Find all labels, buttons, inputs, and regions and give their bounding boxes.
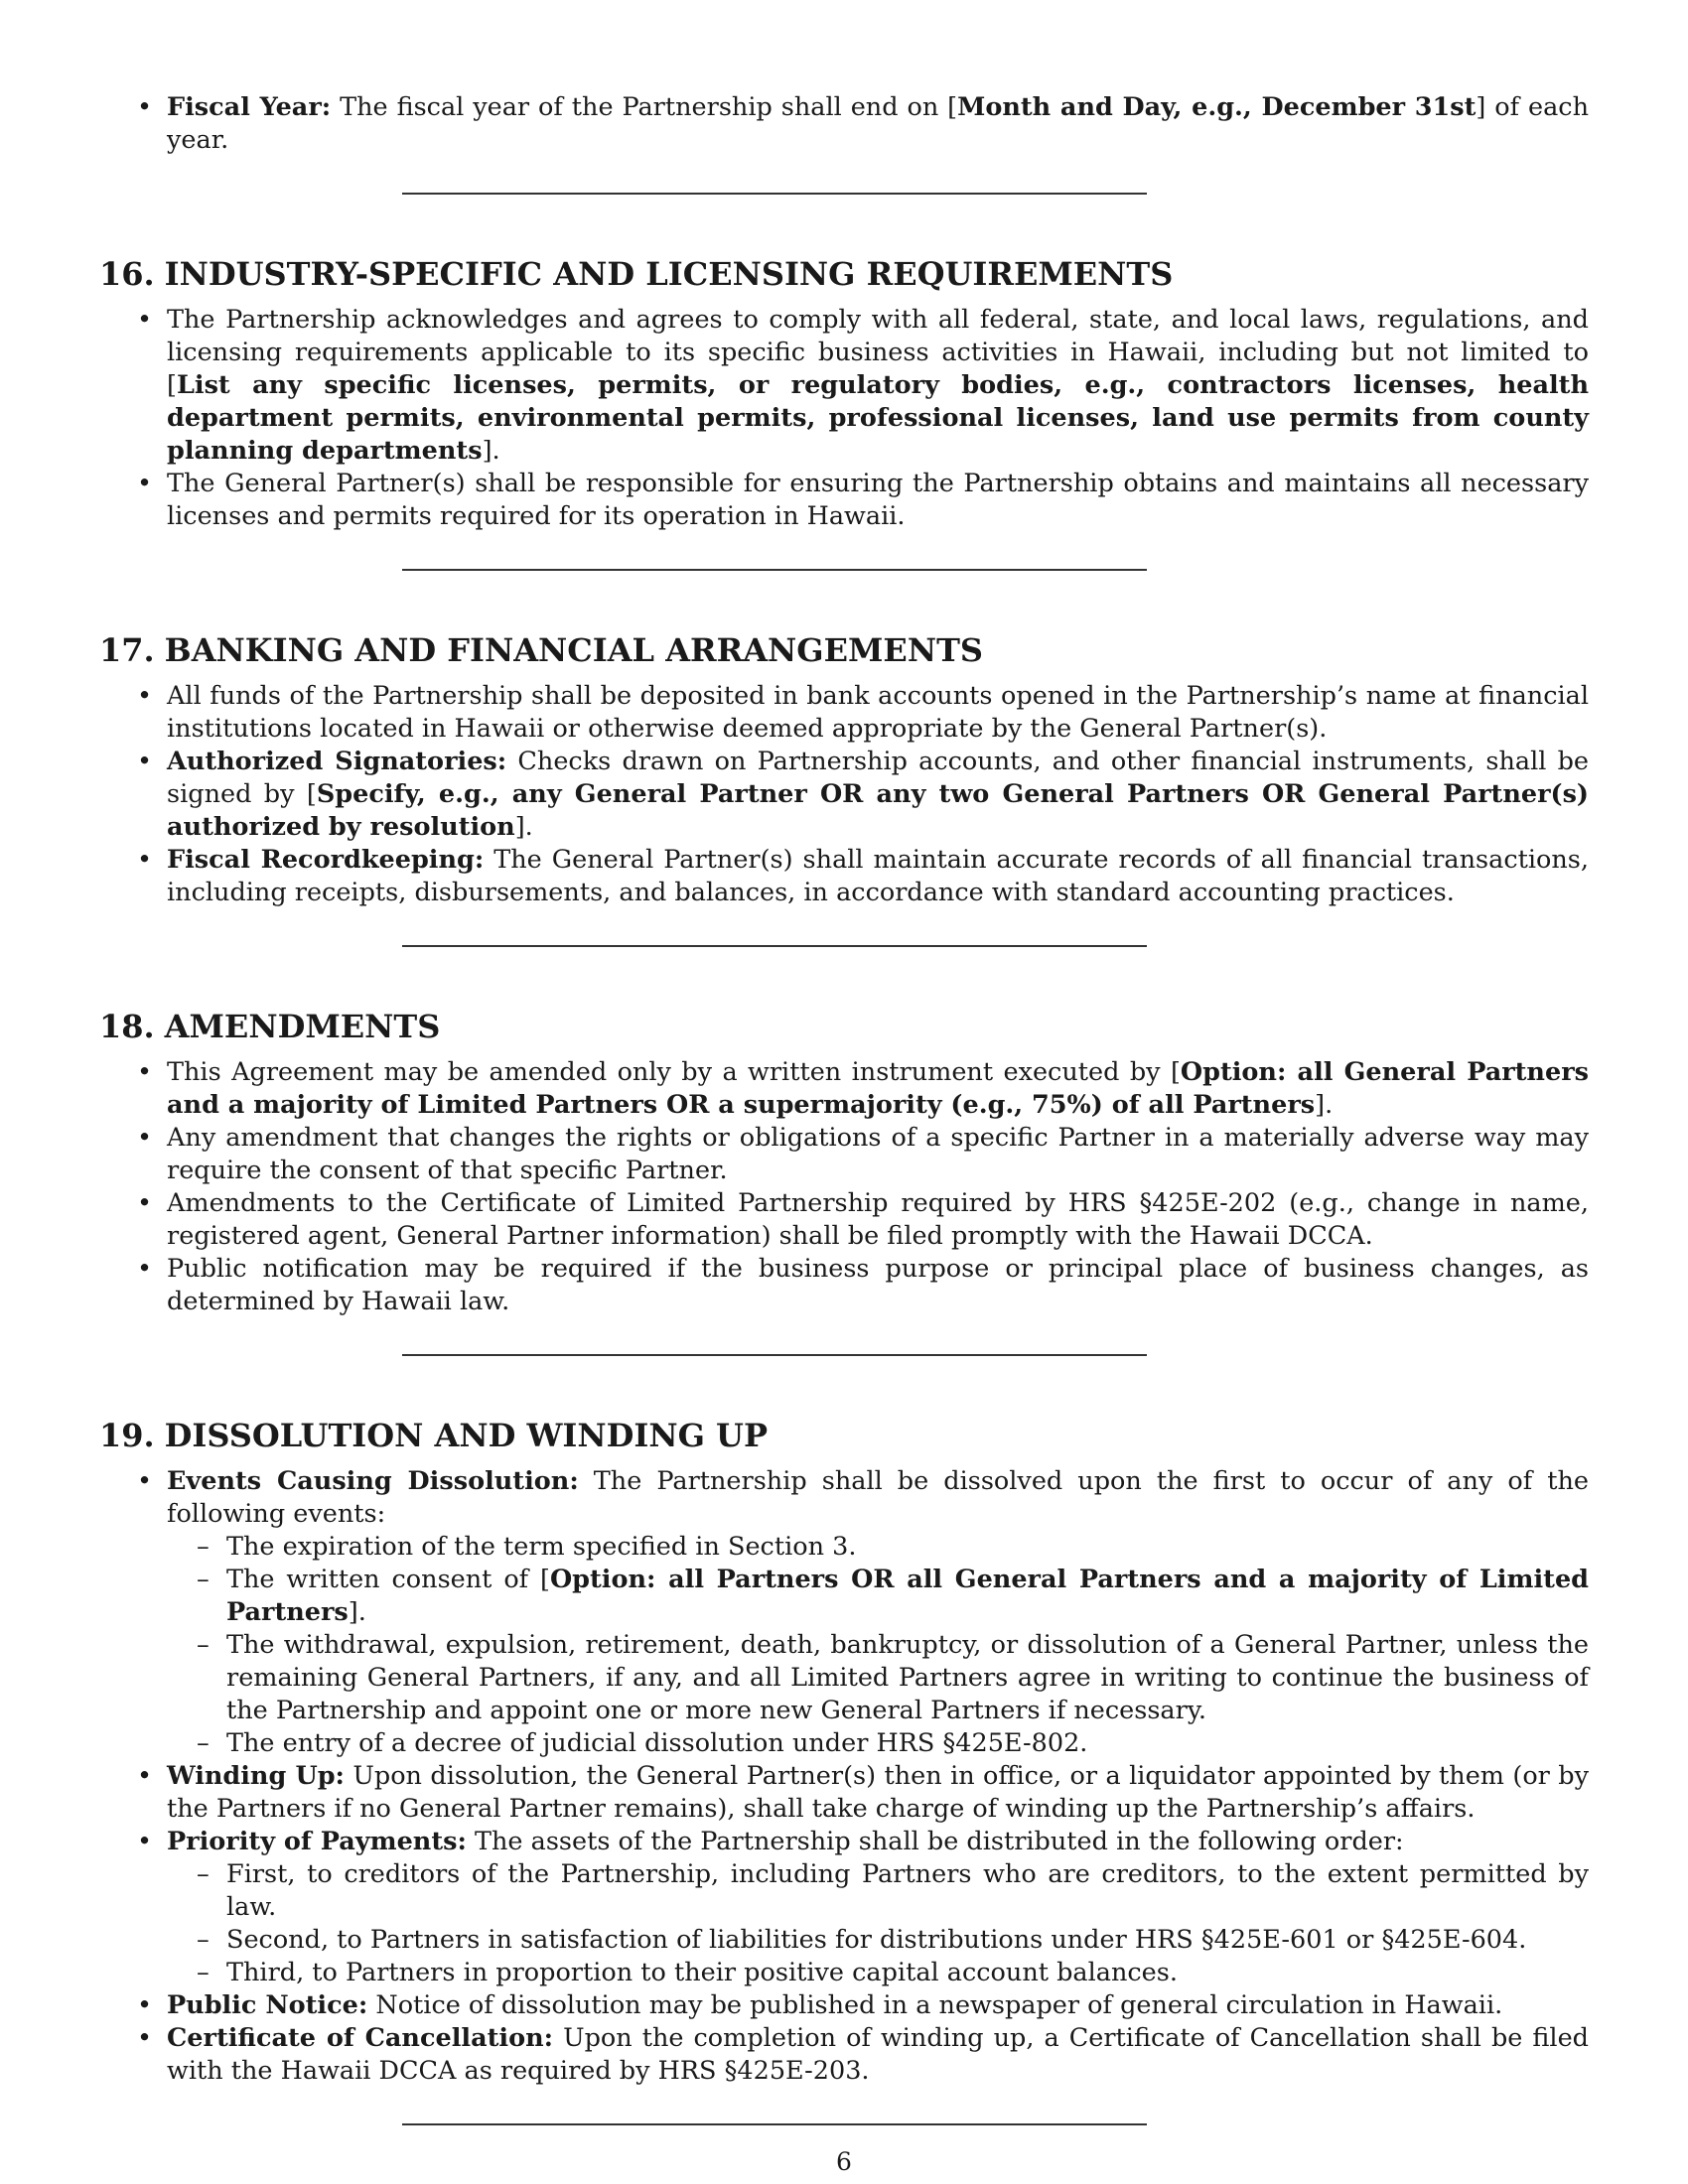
section-16-list [99, 304, 1589, 533]
list-item [99, 1989, 1589, 2022]
item-label: Fiscal Recordkeeping: [167, 845, 485, 875]
section-18-heading [99, 1007, 1589, 1046]
fiscal-year-text: The fiscal year of the Partnership shall end on [ [340, 92, 958, 122]
item-text: Second, to Partners in satisfaction of liabilities for distributions under HRS §425E-601 or §425E-604. [226, 1925, 1527, 1955]
sub-list-item [167, 1957, 1589, 1989]
section-divider [402, 945, 1147, 947]
list-item [99, 1760, 1589, 1826]
item-text: The written consent of [ [226, 1565, 550, 1594]
list-item [99, 844, 1589, 909]
fiscal-year-label: Fiscal Year: [167, 92, 332, 122]
section-divider [402, 193, 1147, 195]
section-17-heading [99, 630, 1589, 670]
section-17-list [99, 680, 1589, 909]
page-number: 6 [836, 2147, 852, 2176]
fiscal-year-text-end: ] of each year. [167, 92, 1589, 155]
item-text: All funds of the Partnership shall be deposited in bank accounts opened in the Partnership’s name at financial institutions located in Hawaii or otherwise deemed appropriate by the General Partner(s). [167, 681, 1589, 744]
section-divider [402, 2123, 1147, 2125]
section-16-heading [99, 254, 1589, 294]
section-19-number: 19. [99, 1417, 155, 1454]
item-placeholder: Specify, e.g., any General Partner OR any two General Partners OR General Partner(s) authorized by resolution [167, 779, 1589, 842]
item-label: Priority of Payments: [167, 1827, 467, 1856]
list-item [99, 1465, 1589, 1760]
section-17-number: 17. [99, 631, 155, 669]
sub-list-item [167, 1924, 1589, 1957]
list-item [99, 304, 1589, 468]
section-18-list [99, 1056, 1589, 1318]
list-item [99, 1056, 1589, 1122]
section-19-title: DISSOLUTION AND WINDING UP [164, 1417, 769, 1454]
list-item [99, 2022, 1589, 2088]
item-label: Authorized Signatories: [167, 747, 507, 776]
item-label: Certificate of Cancellation: [167, 2023, 554, 2053]
item-text: Public notification may be required if the business purpose or principal place of business changes, as determined by Hawaii law. [167, 1254, 1589, 1316]
item-text-end: ]. [1315, 1090, 1334, 1120]
section-18-number: 18. [99, 1008, 155, 1045]
list-item [99, 1826, 1589, 1989]
fiscal-year-item [99, 91, 1589, 157]
item-text-end: ]. [482, 436, 500, 466]
item-text: Checks drawn on Partnership accounts, and other financial instruments, shall be signed by [ [167, 747, 1590, 809]
item-text: Third, to Partners in proportion to their positive capital account balances. [226, 1958, 1178, 1987]
item-label: Public Notice: [167, 1990, 368, 2020]
item-text: This Agreement may be amended only by a written instrument executed by [ [167, 1057, 1181, 1087]
section-19-list [99, 1465, 1589, 2088]
item-text: The General Partner(s) shall be responsible for ensuring the Partnership obtains and maintains all necessary licenses and permits required for its operation in Hawaii. [167, 469, 1589, 531]
section-17-title: BANKING AND FINANCIAL ARRANGEMENTS [164, 631, 983, 669]
item-placeholder: List any specific licenses, permits, or regulatory bodies, e.g., contractors licenses, health department permits, environmental permits, professional licenses, land use permits from county planning departments [167, 370, 1589, 466]
sub-list-item [167, 1629, 1589, 1727]
sub-list-item [167, 1858, 1589, 1924]
item-text: The withdrawal, expulsion, retirement, death, bankruptcy, or dissolution of a General Partner, unless the remaining General Partners, if any, and all Limited Partners agree in writing to continue the business of the Partnership and appoint one or more new General Partners if necessary. [226, 1630, 1589, 1725]
item-placeholder: Option: all Partners OR all General Partners and a majority of Limited Partners [226, 1565, 1589, 1627]
item-text: First, to creditors of the Partnership, including Partners who are creditors, to the extent permitted by law. [226, 1859, 1589, 1922]
item-text: The General Partner(s) shall maintain accurate records of all financial transactions, including receipts, disbursements, and balances, in accordance with standard accounting practices. [167, 845, 1589, 907]
list-item [99, 746, 1589, 844]
item-text: Amendments to the Certificate of Limited Partnership required by HRS §425E-202 (e.g., change in name, registered agent, General Partner information) shall be filed promptly with the Hawaii DCCA. [167, 1188, 1589, 1251]
item-text-end: ]. [514, 812, 533, 842]
list-item [99, 1122, 1589, 1187]
section-16-number: 16. [99, 255, 155, 293]
payment-priority-list [167, 1858, 1589, 1989]
item-text: The Partnership acknowledges and agrees to comply with all federal, state, and local laws, regulations, and licensing requirements applicable to its specific business activities in Hawaii, including but not limited to [ [167, 305, 1589, 400]
item-placeholder: Option: all General Partners and a majority of Limited Partners OR a supermajority (e.g., 75%) of all Partners [167, 1057, 1589, 1120]
item-text: Upon the completion of winding up, a Certificate of Cancellation shall be filed with the Hawaii DCCA as required by HRS §425E-203. [167, 2023, 1589, 2086]
item-text: The Partnership shall be dissolved upon the first to occur of any of the following events: [167, 1466, 1589, 1529]
section-19-heading [99, 1416, 1589, 1455]
section-divider [402, 569, 1147, 571]
item-text: The expiration of the term specified in Section 3. [226, 1532, 857, 1562]
item-text: The entry of a decree of judicial dissolution under HRS §425E-802. [226, 1728, 1088, 1758]
section-16-title: INDUSTRY-SPECIFIC AND LICENSING REQUIREMENTS [164, 255, 1174, 293]
section-18-title: AMENDMENTS [164, 1008, 441, 1045]
sub-list-item [167, 1531, 1589, 1564]
item-label: Events Causing Dissolution: [167, 1466, 579, 1496]
list-item [99, 1253, 1589, 1318]
list-item [99, 468, 1589, 533]
fiscal-year-placeholder: Month and Day, e.g., December 31st [957, 92, 1477, 122]
dissolution-events-list [167, 1531, 1589, 1760]
fiscal-year-list [99, 91, 1589, 157]
item-text: Notice of dissolution may be published in a newspaper of general circulation in Hawaii. [375, 1990, 1503, 2020]
item-text: Any amendment that changes the rights or obligations of a specific Partner in a materially adverse way may require the consent of that specific Partner. [167, 1123, 1589, 1185]
item-text: The assets of the Partnership shall be distributed in the following order: [475, 1827, 1404, 1856]
list-item [99, 680, 1589, 746]
section-divider [402, 1354, 1147, 1356]
sub-list-item [167, 1727, 1589, 1760]
list-item [99, 1187, 1589, 1253]
page-content [99, 91, 1589, 2125]
item-text-end: ]. [348, 1597, 366, 1627]
item-label: Winding Up: [167, 1761, 345, 1791]
sub-list-item [167, 1564, 1589, 1629]
item-text: Upon dissolution, the General Partner(s) then in office, or a liquidator appointed by them (or by the Partners if no General Partner remains), shall take charge of winding up the Partnership’s affairs. [167, 1761, 1589, 1824]
